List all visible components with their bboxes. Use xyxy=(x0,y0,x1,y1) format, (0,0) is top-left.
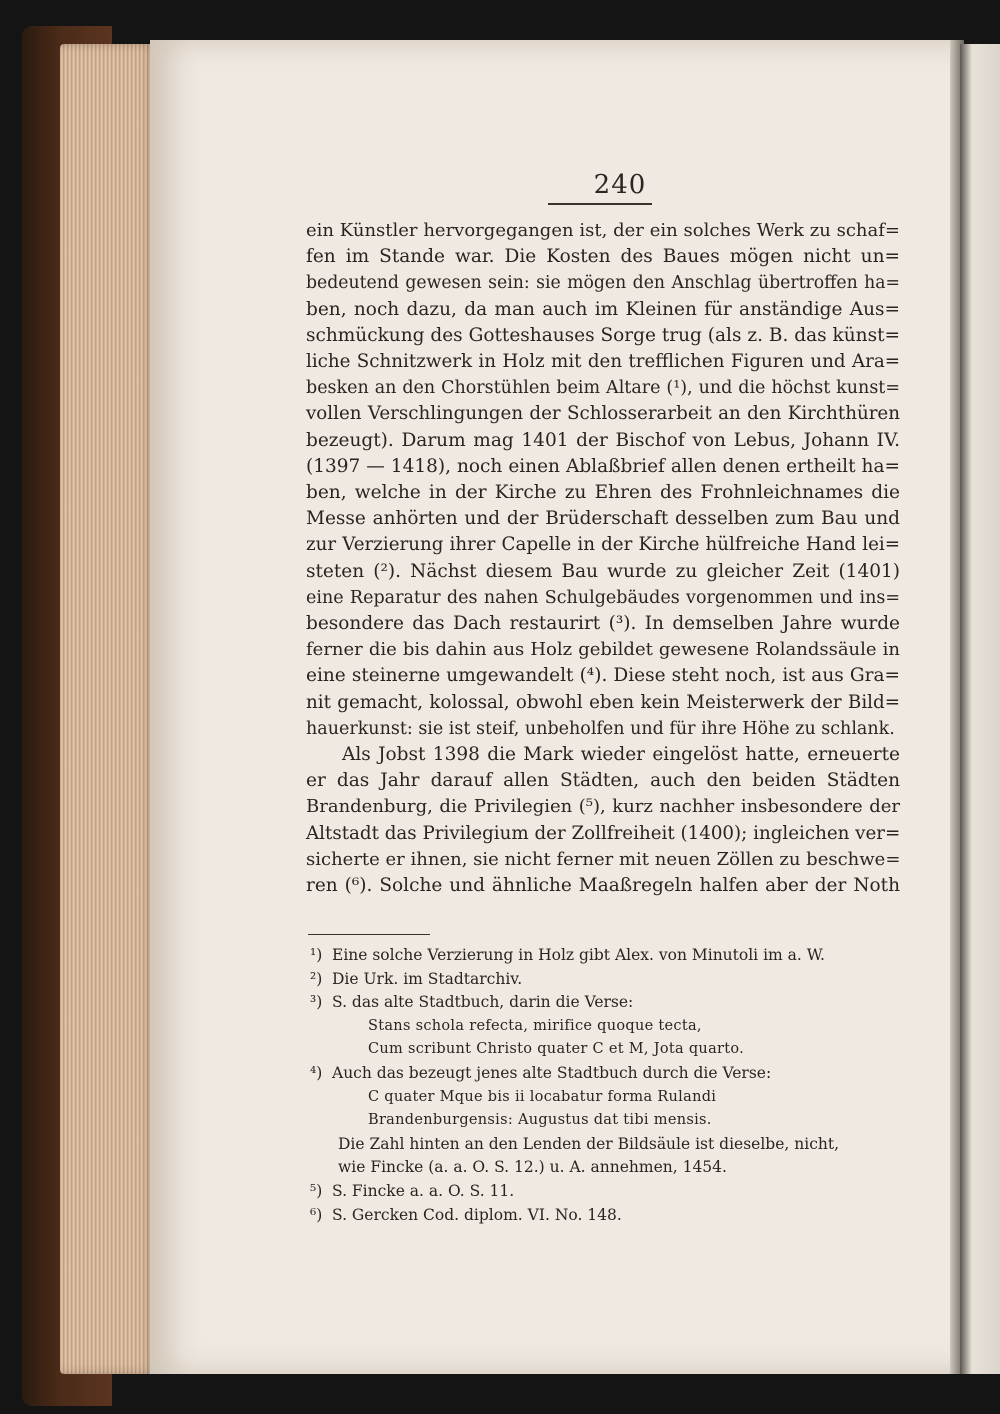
body-line: fen im Stande war. Die Kosten des Baues mögen nicht un= xyxy=(306,246,900,268)
body-line: besken an den Chorstühlen beim Altare (¹), und die höchst kunst= xyxy=(306,378,900,399)
footnote-verse: C quater Mque bis ii locabatur forma Rulandi xyxy=(368,1088,717,1105)
footnote-1 xyxy=(310,944,900,968)
footnote-mark: ⁴) xyxy=(310,1063,323,1082)
body-line: ein Künstler hervorgegangen ist, der ein solches Werk zu schaf= xyxy=(306,220,900,241)
footnote-text: Auch das bezeugt jenes alte Stadtbuch durch die Verse: xyxy=(332,1063,772,1082)
body-line: bedeutend gewesen sein: sie mögen den Anschlag übertroffen ha= xyxy=(306,273,900,294)
footnote-text: S. das alte Stadtbuch, darin die Verse: xyxy=(332,993,634,1012)
body-line: hauerkunst: sie ist steif, unbeholfen und für ihre Höhe zu schlank. xyxy=(306,718,895,739)
body-line: besondere das Dach restaurirt (³). In demselben Jahre wurde xyxy=(306,613,900,635)
footnote-verse: Cum scribunt Christo quater C et M, Jota quarto. xyxy=(368,1041,745,1058)
footnote-3 xyxy=(310,991,900,1015)
body-line: (1397 — 1418), noch einen Ablaßbrief allen denen ertheilt ha= xyxy=(306,455,900,477)
body-line: Brandenburg, die Privilegien (⁵), kurz nachher insbesondere der xyxy=(306,796,900,818)
body-line: vollen Verschlingungen der Schlosserarbeit an den Kirchthüren xyxy=(306,403,900,425)
body-line: sicherte er ihnen, sie nicht ferner mit neuen Zöllen zu beschwe= xyxy=(306,848,901,870)
footnote-text: S. Fincke a. a. O. S. 11. xyxy=(332,1181,515,1200)
footnote-verse: Stans schola refecta, mirifice quoque tecta, xyxy=(368,1017,702,1034)
footnote-text: Die Urk. im Stadtarchiv. xyxy=(332,969,523,988)
header-rule xyxy=(548,203,652,205)
body-line: schmückung des Gotteshauses Sorge trug (als z. B. das künst= xyxy=(306,324,900,346)
body-line: ben, noch dazu, da man auch im Kleinen für anständige Aus= xyxy=(306,298,900,320)
footnote-mark: ²) xyxy=(310,969,323,988)
body-line: liche Schnitzwerk in Holz mit den trefflichen Figuren und Ara= xyxy=(306,351,900,373)
footnote-mark: ⁵) xyxy=(310,1181,323,1200)
footnote-mark: ⁶) xyxy=(310,1205,323,1224)
footnote-rule xyxy=(308,934,430,935)
body-line: Messe anhörten und der Brüderschaft desselben zum Bau und xyxy=(306,508,900,530)
body-line: ferner die bis dahin aus Holz gebildet gewesene Rolandssäule in xyxy=(306,639,900,661)
footnote-6 xyxy=(310,1204,900,1228)
body-line: steten (²). Nächst diesem Bau wurde zu gleicher Zeit (1401) xyxy=(306,560,900,582)
footnotes xyxy=(310,944,900,1227)
body-line: ben, welche in der Kirche zu Ehren des Frohnleichnames die xyxy=(306,482,900,504)
footnote-4 xyxy=(310,1062,900,1086)
page-stack-edge xyxy=(60,44,156,1374)
body-line: zur Verzierung ihrer Capelle in der Kirche hülfreiche Hand lei= xyxy=(306,534,900,556)
body-line: eine steinerne umgewandelt (⁴). Diese steht noch, ist aus Gra= xyxy=(306,665,900,687)
footnote-text: Eine solche Verzierung in Holz gibt Alex. von Minutoli im a. W. xyxy=(332,946,825,964)
footnote-continuation: wie Fincke (a. a. O. S. 12.) u. A. annehmen, 1454. xyxy=(338,1158,727,1177)
footnote-verse: Brandenburgensis: Augustus dat tibi mensis. xyxy=(368,1112,712,1129)
footnote-mark: ³) xyxy=(310,993,323,1012)
body-line: nit gemacht, kolossal, obwohl eben kein Meisterwerk der Bild= xyxy=(306,691,900,713)
body-line: er das Jahr darauf allen Städten, auch den beiden Städten xyxy=(306,770,900,792)
body-line: bezeugt). Darum mag 1401 der Bischof von Lebus, Johann IV. xyxy=(306,429,900,451)
body-line: ren (⁶). Solche und ähnliche Maaßregeln halfen aber der Noth xyxy=(306,875,900,897)
page-number: 240 xyxy=(593,170,647,200)
footnote-text: S. Gercken Cod. diplom. VI. No. 148. xyxy=(332,1205,622,1224)
footnote-2 xyxy=(310,968,900,992)
footnote-5 xyxy=(310,1180,900,1204)
body-text xyxy=(306,218,900,899)
footnote-continuation: Die Zahl hinten an den Lenden der Bildsäule ist dieselbe, nicht, xyxy=(338,1134,840,1153)
facing-page-edge xyxy=(960,44,1000,1374)
footnote-mark: ¹) xyxy=(310,946,323,964)
body-line-paragraph-start: Als Jobst 1398 die Mark wieder eingelöst hatte, erneuerte xyxy=(342,744,900,766)
body-line: Altstadt das Privilegium der Zollfreiheit (1400); ingleichen ver= xyxy=(306,822,901,844)
body-line: eine Reparatur des nahen Schulgebäudes vorgenommen und ins= xyxy=(306,587,900,608)
